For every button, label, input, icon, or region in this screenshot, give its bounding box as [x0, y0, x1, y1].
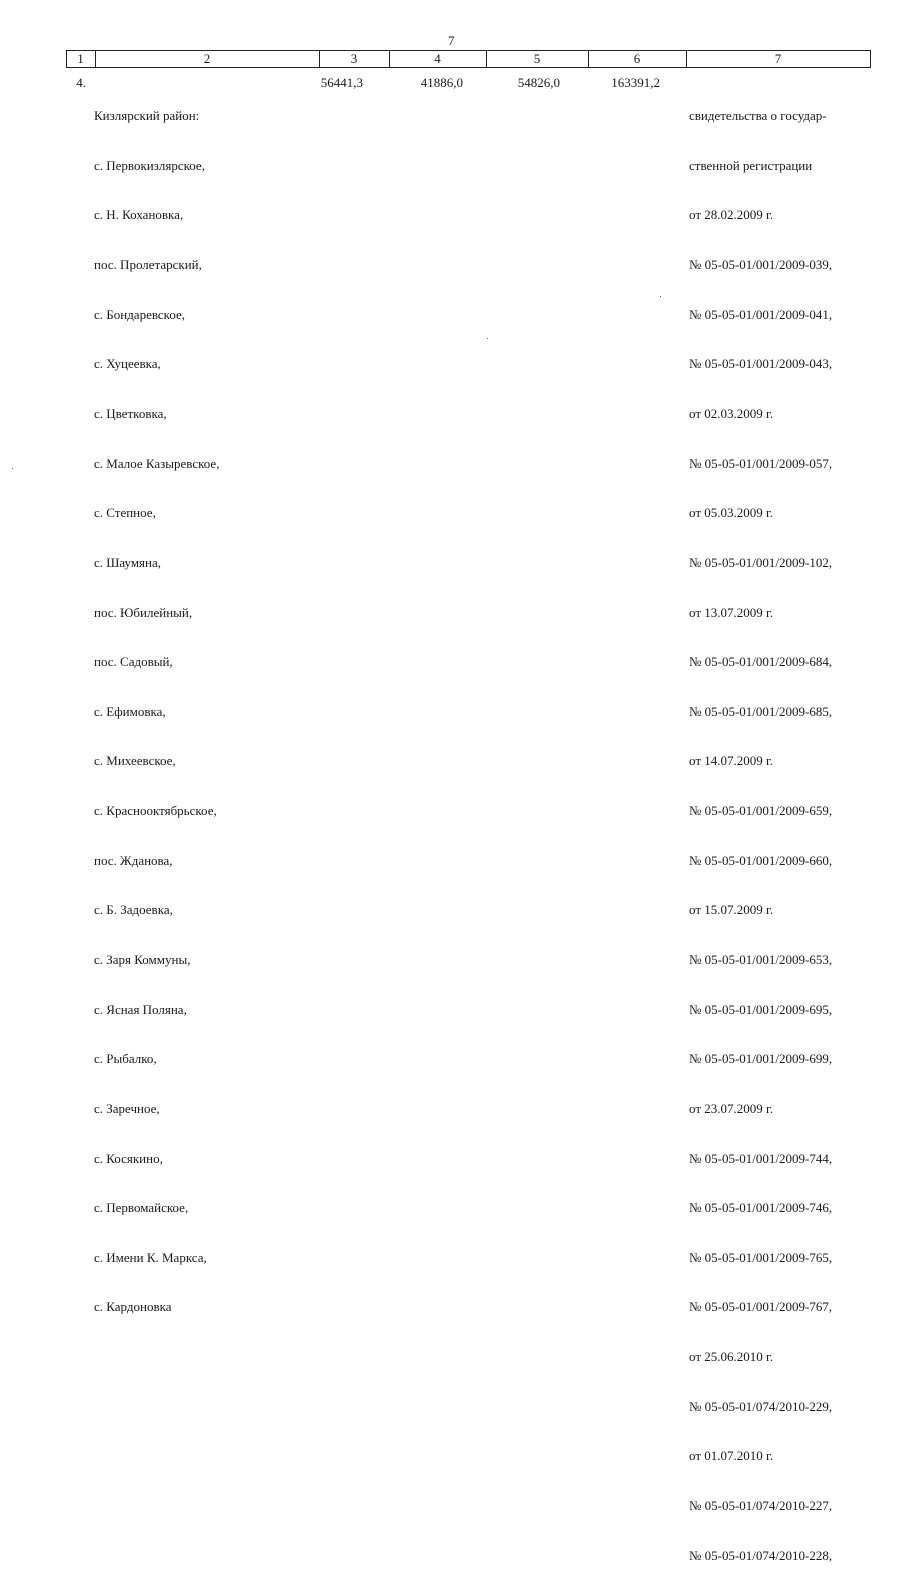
- certificate-line: № 05-05-01/001/2009-660,: [689, 852, 833, 868]
- district-line: с. Степное,: [94, 505, 156, 521]
- district-line: Кизлярский район:: [94, 108, 200, 124]
- district-line: с. Шаумяна,: [94, 554, 162, 570]
- district-line: с. Имени К. Маркса,: [94, 1249, 207, 1265]
- certificate-line: от 14.07.2009 г.: [689, 753, 774, 769]
- certificate-line: ственной регистрации: [689, 157, 813, 173]
- certificate-line: свидетельства о государ-: [689, 108, 827, 124]
- certificate-line: от 23.07.2009 г.: [689, 1100, 774, 1116]
- certificate-line: № 05-05-01/001/2009-746,: [689, 1200, 833, 1216]
- district-line: пос. Юбилейный,: [94, 604, 193, 620]
- certificate-line: № 05-05-01/001/2009-659,: [689, 803, 833, 819]
- header-bottom-border: [66, 67, 871, 68]
- district-line: пос. Жданова,: [94, 852, 173, 868]
- scan-speck: [487, 338, 488, 339]
- value-col4: 41886,0: [420, 75, 463, 90]
- header-cell-2: 2: [203, 51, 211, 66]
- district-line: с. Бондаревское,: [94, 306, 186, 322]
- certificate-line: № 05-05-01/074/2010-229,: [689, 1398, 833, 1414]
- certificate-line: № 05-05-01/074/2010-227,: [689, 1498, 833, 1514]
- header-cell-7: 7: [774, 51, 782, 66]
- certificate-line: № 05-05-01/001/2009-057,: [689, 455, 833, 471]
- value-col5: 54826,0: [517, 75, 560, 90]
- certificate-line: от 13.07.2009 г.: [689, 604, 774, 620]
- certificate-line: № 05-05-01/074/2010-228,: [689, 1547, 833, 1563]
- district-line: с. Заречное,: [94, 1100, 160, 1116]
- district-line: с. Первокизлярское,: [94, 157, 205, 173]
- district-line: с. Косякино,: [94, 1150, 163, 1166]
- district-line: с. Заря Коммуны,: [94, 951, 191, 967]
- certificate-line: № 05-05-01/001/2009-684,: [689, 654, 833, 670]
- district-line: с. Краснооктябрьское,: [94, 803, 217, 819]
- certificate-line: № 05-05-01/001/2009-043,: [689, 356, 833, 372]
- scan-speck: [12, 468, 13, 469]
- header-cell-3: 3: [350, 51, 358, 66]
- header-cell-1: 1: [77, 51, 84, 66]
- header-cell-6: 6: [633, 51, 641, 66]
- certificate-line: от 25.06.2010 г.: [689, 1349, 774, 1365]
- value-col3: 56441,3: [320, 75, 363, 90]
- column-divider: [870, 50, 871, 68]
- header-cell-5: 5: [533, 51, 541, 66]
- district-line: с. Ясная Поляна,: [94, 1001, 187, 1017]
- district-line: с. Рыбалко,: [94, 1051, 157, 1067]
- certificate-line: № 05-05-01/001/2009-685,: [689, 703, 833, 719]
- header-cell-4: 4: [434, 51, 441, 66]
- district-line: с. Б. Задоевка,: [94, 902, 173, 918]
- certificate-line: № 05-05-01/001/2009-102,: [689, 554, 833, 570]
- scan-speck: [660, 296, 661, 297]
- page-number: 7: [448, 33, 455, 48]
- certificate-line: № 05-05-01/001/2009-744,: [689, 1150, 833, 1166]
- certificate-line: № 05-05-01/001/2009-699,: [689, 1051, 833, 1067]
- district-cell: [94, 75, 219, 1333]
- certificate-line: от 28.02.2009 г.: [689, 207, 774, 223]
- certificate-line: № 05-05-01/001/2009-767,: [689, 1299, 833, 1315]
- district-line: с. Кардоновка: [94, 1299, 172, 1315]
- district-line: с. Михеевское,: [94, 753, 176, 769]
- certificate-line: № 05-05-01/001/2009-695,: [689, 1001, 833, 1017]
- certificate-line: № 05-05-01/001/2009-653,: [689, 951, 833, 967]
- certificate-line: от 01.07.2010 г.: [689, 1448, 774, 1464]
- row-number: 4.: [76, 75, 86, 90]
- district-line: с. Цветковка,: [94, 405, 167, 421]
- district-line: пос. Садовый,: [94, 654, 173, 670]
- certificate-line: № 05-05-01/001/2009-039,: [689, 257, 833, 273]
- district-line: пос. Пролетарский,: [94, 257, 202, 273]
- district-line: с. Н. Кохановка,: [94, 207, 184, 223]
- certificate-cell: [689, 75, 832, 1581]
- certificate-line: от 15.07.2009 г.: [689, 902, 774, 918]
- table-header: [66, 50, 871, 68]
- district-line: с. Малое Казыревское,: [94, 455, 220, 471]
- certificate-line: от 05.03.2009 г.: [689, 505, 774, 521]
- certificate-line: от 02.03.2009 г.: [689, 405, 774, 421]
- district-line: с. Хуцеевка,: [94, 356, 161, 372]
- value-col6: 163391,2: [611, 75, 660, 90]
- certificate-line: № 05-05-01/001/2009-765,: [689, 1249, 833, 1265]
- certificate-line: № 05-05-01/001/2009-041,: [689, 306, 833, 322]
- district-line: с. Первомайское,: [94, 1200, 189, 1216]
- district-line: с. Ефимовка,: [94, 703, 166, 719]
